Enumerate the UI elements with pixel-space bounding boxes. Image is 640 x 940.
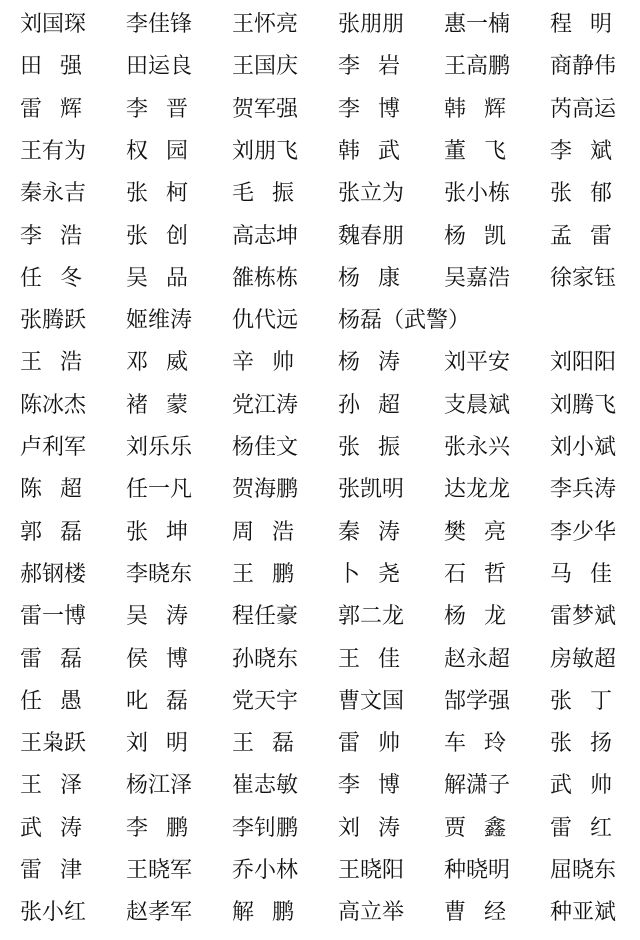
name-cell: 徐家钰 <box>550 265 617 291</box>
name-cell: 吴品 <box>126 265 207 291</box>
name-cell: 马佳 <box>550 561 631 587</box>
name-cell: 雷帅 <box>338 731 419 757</box>
name-row <box>0 46 640 88</box>
name-cell: 李晋 <box>126 96 207 122</box>
name-cell: 程任豪 <box>232 604 299 630</box>
name-cell: 田运良 <box>126 54 193 80</box>
name-cell: 王泽 <box>20 773 101 799</box>
name-cell: 种晓明 <box>444 858 511 883</box>
name-cell: 樊亮 <box>444 519 525 545</box>
name-cell: 李钊鹏 <box>232 815 299 841</box>
name-row <box>0 808 640 850</box>
name-cell: 芮高运 <box>550 96 617 122</box>
name-cell: 程明 <box>550 12 631 37</box>
name-cell: 王鹏 <box>232 561 313 587</box>
name-cell: 孙晓东 <box>232 646 299 672</box>
name-cell: 张丁 <box>550 688 631 714</box>
name-cell: 郜学强 <box>444 688 511 714</box>
name-row <box>0 427 640 469</box>
name-cell: 卜尧 <box>338 561 419 587</box>
name-row <box>0 596 640 638</box>
name-row <box>0 4 640 46</box>
name-cell: 李兵涛 <box>550 477 617 503</box>
name-cell: 张小红 <box>20 900 87 926</box>
name-cell: 张郁 <box>550 181 631 207</box>
name-cell: 李少华 <box>550 519 617 545</box>
name-cell: 郭二龙 <box>338 604 405 630</box>
name-row <box>0 723 640 765</box>
name-cell: 张腾跃 <box>20 308 87 334</box>
name-cell: 杨江泽 <box>126 773 193 799</box>
name-cell: 杨康 <box>338 265 419 291</box>
name-cell: 褚蒙 <box>126 392 207 418</box>
name-row <box>0 258 640 300</box>
name-cell: 达龙龙 <box>444 477 511 503</box>
name-row <box>0 681 640 723</box>
name-cell: 叱磊 <box>126 688 207 714</box>
name-cell: 王怀亮 <box>232 12 299 37</box>
name-cell: 解潇子 <box>444 773 511 799</box>
name-cell: 雷一博 <box>20 604 87 630</box>
name-cell: 武涛 <box>20 815 101 841</box>
name-row <box>0 765 640 807</box>
name-row <box>0 173 640 215</box>
name-row <box>0 89 640 131</box>
name-cell: 惠一楠 <box>444 12 511 37</box>
name-cell: 李佳锋 <box>126 12 193 37</box>
name-row <box>0 554 640 596</box>
name-cell: 郭磊 <box>20 519 101 545</box>
name-cell: 陈冰杰 <box>20 392 87 418</box>
name-cell: 王佳 <box>338 646 419 672</box>
name-cell: 曹经 <box>444 900 525 926</box>
name-cell: 崔志敏 <box>232 773 299 799</box>
name-cell: 王有为 <box>20 138 87 164</box>
name-cell: 张振 <box>338 435 419 460</box>
name-cell: 郝钢楼 <box>20 561 87 587</box>
name-row <box>0 342 640 384</box>
name-cell: 刘国琛 <box>20 12 87 37</box>
name-cell: 支晨斌 <box>444 392 511 418</box>
name-cell: 秦涛 <box>338 519 419 545</box>
name-cell: 石哲 <box>444 561 525 587</box>
name-cell: 刘阳阳 <box>550 350 617 376</box>
name-cell: 商静伟 <box>550 54 617 80</box>
name-cell: 魏春朋 <box>338 223 405 249</box>
name-cell: 张坤 <box>126 519 207 545</box>
name-cell: 李浩 <box>20 223 101 249</box>
name-row <box>0 131 640 173</box>
name-cell: 王高鹏 <box>444 54 511 80</box>
name-cell: 杨凯 <box>444 223 525 249</box>
name-row <box>0 300 640 342</box>
name-cell: 曹文国 <box>338 688 405 714</box>
name-cell: 毛振 <box>232 181 313 207</box>
name-cell: 李斌 <box>550 138 631 164</box>
name-cell: 刘小斌 <box>550 435 617 460</box>
name-cell: 车玲 <box>444 731 525 757</box>
name-cell: 张小栋 <box>444 181 511 207</box>
name-cell: 田强 <box>20 54 101 80</box>
name-cell: 贾鑫 <box>444 815 525 841</box>
name-cell: 李晓东 <box>126 561 193 587</box>
name-cell: 张朋朋 <box>338 12 405 37</box>
name-cell: 王国庆 <box>232 54 299 80</box>
name-cell: 孙超 <box>338 392 419 418</box>
name-cell: 李博 <box>338 773 419 799</box>
name-row <box>0 850 640 892</box>
name-cell: 雷磊 <box>20 646 101 672</box>
name-row <box>0 512 640 554</box>
name-cell: 刘涛 <box>338 815 419 841</box>
name-cell: 雷辉 <box>20 96 101 122</box>
name-row <box>0 639 640 681</box>
name-cell: 张创 <box>126 223 207 249</box>
name-cell: 韩辉 <box>444 96 525 122</box>
name-cell: 赵永超 <box>444 646 511 672</box>
name-row <box>0 216 640 258</box>
name-cell: 任冬 <box>20 265 101 291</box>
name-cell: 杨龙 <box>444 604 525 630</box>
name-cell: 李博 <box>338 96 419 122</box>
name-cell: 周浩 <box>232 519 313 545</box>
name-cell: 吴涛 <box>126 604 207 630</box>
name-cell: 邓威 <box>126 350 207 376</box>
name-cell: 辛帅 <box>232 350 313 376</box>
name-cell: 高立举 <box>338 900 405 926</box>
name-cell: 王磊 <box>232 731 313 757</box>
name-cell: 刘平安 <box>444 350 511 376</box>
name-cell: 仇代远 <box>232 308 299 334</box>
name-cell: 吴嘉浩 <box>444 265 511 291</box>
name-cell: 张柯 <box>126 181 207 207</box>
name-cell: 杨佳文 <box>232 435 299 460</box>
name-cell: 王晓阳 <box>338 858 405 883</box>
name-cell: 李鹏 <box>126 815 207 841</box>
name-cell: 贺海鹏 <box>232 477 299 503</box>
name-row <box>0 385 640 427</box>
name-cell: 乔小林 <box>232 858 299 883</box>
name-cell: 雷红 <box>550 815 631 841</box>
name-cell: 屈晓东 <box>550 858 617 883</box>
name-cell: 陈超 <box>20 477 101 503</box>
name-cell: 张立为 <box>338 181 405 207</box>
name-cell: 党江涛 <box>232 392 299 418</box>
name-cell: 张永兴 <box>444 435 511 460</box>
name-cell: 种亚斌 <box>550 900 617 926</box>
name-cell: 王枭跃 <box>20 731 87 757</box>
name-cell: 姬维涛 <box>126 308 193 334</box>
name-cell: 杨涛 <box>338 350 419 376</box>
name-cell: 党天宇 <box>232 688 299 714</box>
name-cell: 权园 <box>126 138 207 164</box>
name-cell: 刘明 <box>126 731 207 757</box>
name-row <box>0 469 640 511</box>
name-cell: 解鹏 <box>232 900 313 926</box>
name-cell: 刘朋飞 <box>232 138 299 164</box>
name-cell: 刘腾飞 <box>550 392 617 418</box>
name-cell: 雷津 <box>20 858 101 883</box>
name-cell: 张扬 <box>550 731 631 757</box>
name-cell: 秦永吉 <box>20 181 87 207</box>
name-cell: 贺军强 <box>232 96 299 122</box>
name-cell: 杨磊（武警） <box>338 308 471 334</box>
name-cell: 雒栋栋 <box>232 265 299 291</box>
name-cell: 任一凡 <box>126 477 193 503</box>
name-cell: 卢利军 <box>20 435 87 460</box>
name-cell: 李岩 <box>338 54 419 80</box>
name-cell: 张凯明 <box>338 477 405 503</box>
name-cell: 董飞 <box>444 138 525 164</box>
name-cell: 刘乐乐 <box>126 435 193 460</box>
name-row <box>0 892 640 934</box>
name-cell: 任愚 <box>20 688 101 714</box>
name-cell: 王晓军 <box>126 858 193 883</box>
name-cell: 侯博 <box>126 646 207 672</box>
name-cell: 孟雷 <box>550 223 631 249</box>
name-cell: 高志坤 <box>232 223 299 249</box>
name-cell: 武帅 <box>550 773 631 799</box>
name-cell: 赵孝军 <box>126 900 193 926</box>
name-cell: 房敏超 <box>550 646 617 672</box>
name-cell: 王浩 <box>20 350 101 376</box>
name-cell: 韩武 <box>338 138 419 164</box>
name-cell: 雷梦斌 <box>550 604 617 630</box>
